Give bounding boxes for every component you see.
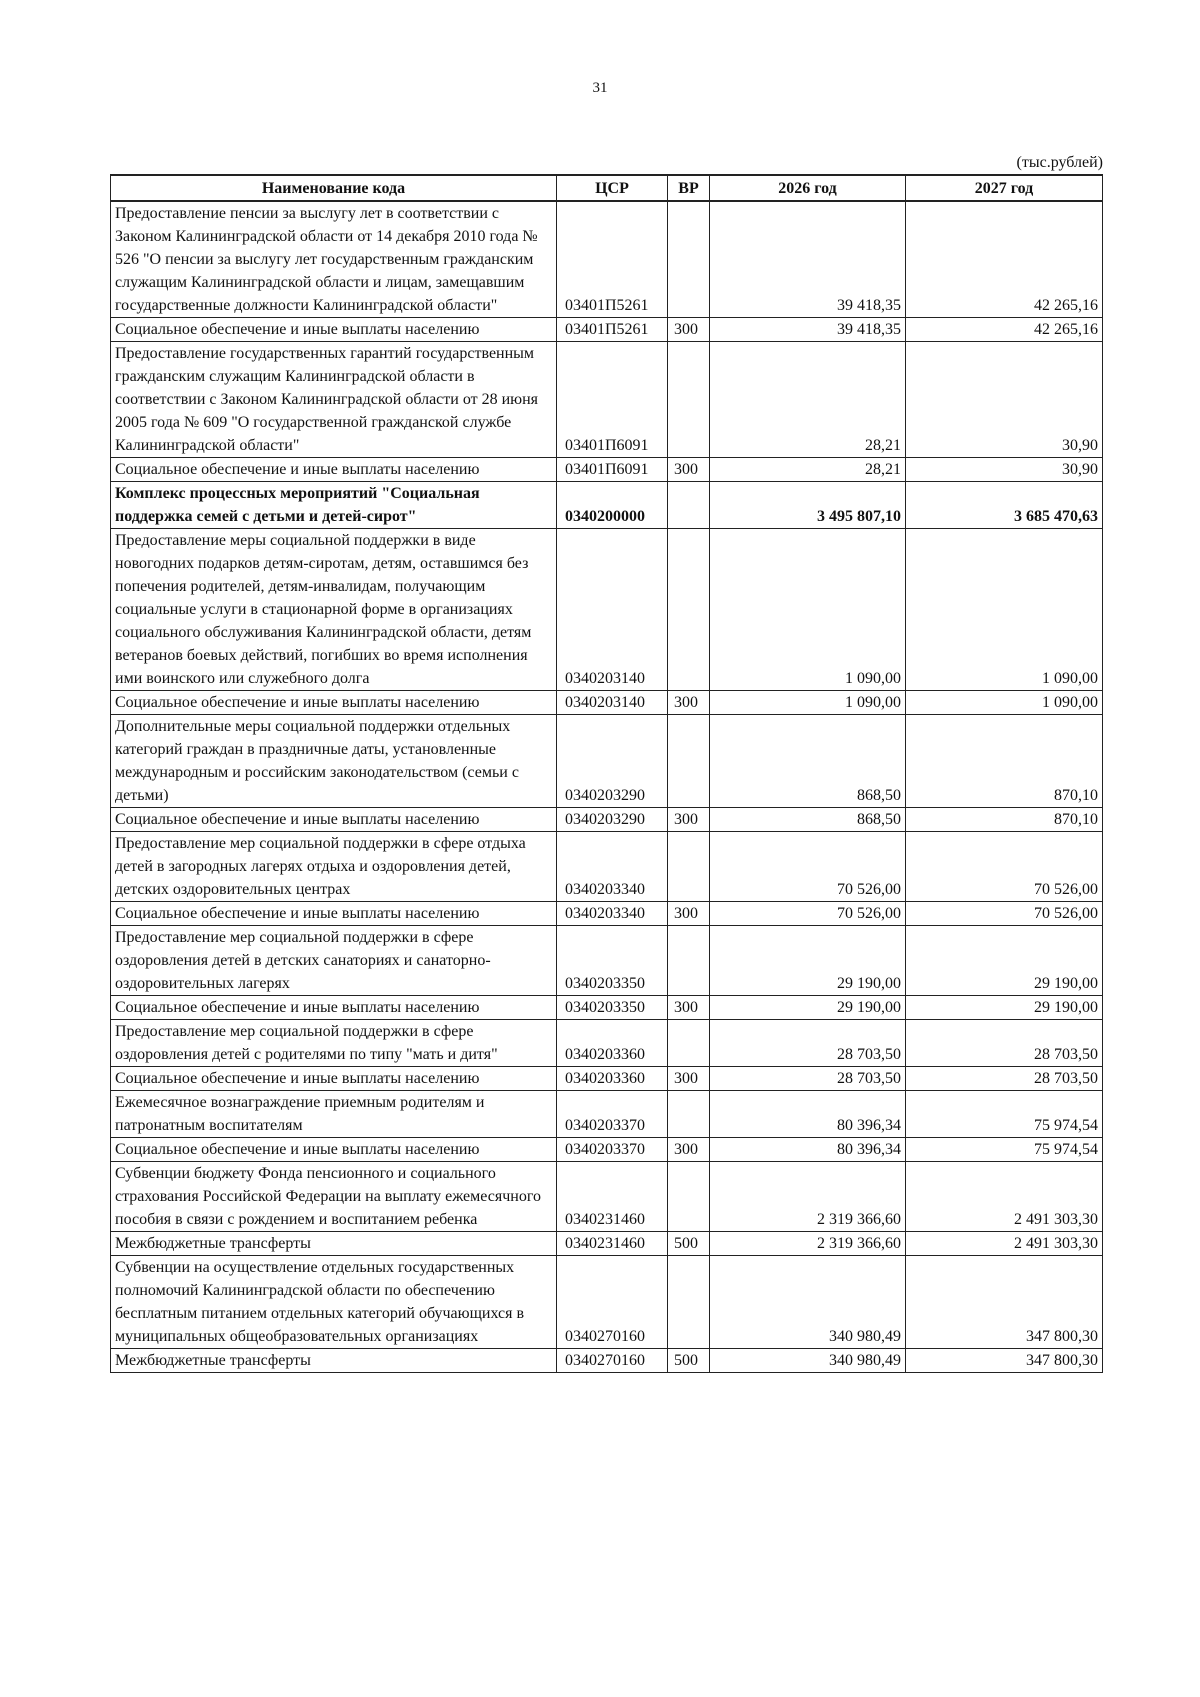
row-value-2026: 70 526,00 — [710, 832, 906, 902]
row-vr: 300 — [668, 996, 710, 1020]
header-name: Наименование кода — [111, 175, 557, 201]
table-row — [111, 691, 1103, 715]
row-name: Предоставление мер социальной поддержки в сфере оздоровления детей в детских санаториях и санаторно-оздоровительных лагерях — [111, 926, 557, 996]
row-value-2027: 30,90 — [906, 458, 1103, 482]
row-vr — [668, 201, 710, 318]
row-csr: 0340203350 — [557, 926, 668, 996]
row-name: Социальное обеспечение и иные выплаты населению — [111, 318, 557, 342]
table-row — [111, 902, 1103, 926]
table-row — [111, 458, 1103, 482]
row-name: Предоставление мер социальной поддержки в сфере оздоровления детей с родителями по типу "мать и дитя" — [111, 1020, 557, 1067]
row-value-2027: 75 974,54 — [906, 1138, 1103, 1162]
row-value-2026: 28 703,50 — [710, 1067, 906, 1091]
row-vr — [668, 832, 710, 902]
row-value-2026: 29 190,00 — [710, 926, 906, 996]
table-row — [111, 318, 1103, 342]
row-value-2027: 30,90 — [906, 342, 1103, 458]
row-vr: 300 — [668, 808, 710, 832]
page-number: 31 — [592, 80, 608, 96]
row-csr: 0340203350 — [557, 996, 668, 1020]
row-name: Социальное обеспечение и иные выплаты населению — [111, 902, 557, 926]
table-row — [111, 529, 1103, 691]
row-vr: 500 — [668, 1232, 710, 1256]
table-row — [111, 482, 1103, 529]
header-year-2026: 2026 год — [710, 175, 906, 201]
row-csr: 0340203360 — [557, 1020, 668, 1067]
row-vr — [668, 482, 710, 529]
row-value-2026: 80 396,34 — [710, 1091, 906, 1138]
row-vr — [668, 1020, 710, 1067]
table-row — [111, 996, 1103, 1020]
row-name: Социальное обеспечение и иные выплаты населению — [111, 808, 557, 832]
table-row — [111, 1138, 1103, 1162]
row-value-2027: 42 265,16 — [906, 318, 1103, 342]
row-value-2026: 80 396,34 — [710, 1138, 906, 1162]
row-vr — [668, 1256, 710, 1349]
row-name: Предоставление мер социальной поддержки в сфере отдыха детей в загородных лагерях отдыха и оздоровления детей, детских оздоровительных центрах — [111, 832, 557, 902]
row-value-2026: 39 418,35 — [710, 318, 906, 342]
row-value-2027: 347 800,30 — [906, 1349, 1103, 1373]
row-csr: 0340231460 — [557, 1162, 668, 1232]
row-name: Комплекс процессных мероприятий "Социальная поддержка семей с детьми и детей-сирот" — [111, 482, 557, 529]
row-csr: 0340203140 — [557, 691, 668, 715]
table-row — [111, 1067, 1103, 1091]
row-value-2026: 28 703,50 — [710, 1020, 906, 1067]
row-value-2027: 28 703,50 — [906, 1067, 1103, 1091]
row-vr — [668, 1162, 710, 1232]
row-csr: 0340203340 — [557, 902, 668, 926]
row-value-2026: 868,50 — [710, 808, 906, 832]
table-body — [111, 201, 1103, 1373]
row-value-2027: 29 190,00 — [906, 926, 1103, 996]
row-csr: 0340203360 — [557, 1067, 668, 1091]
table-row — [111, 808, 1103, 832]
row-csr: 0340231460 — [557, 1232, 668, 1256]
row-value-2026: 28,21 — [710, 342, 906, 458]
table-row — [111, 1232, 1103, 1256]
table-row — [111, 715, 1103, 808]
table-row — [111, 832, 1103, 902]
row-value-2026: 1 090,00 — [710, 691, 906, 715]
budget-table — [110, 174, 1103, 1373]
row-csr: 0340203290 — [557, 715, 668, 808]
row-name: Предоставление пенсии за выслугу лет в соответствии с Законом Калининградской области от 14 декабря 2010 года № 526 "О пенсии за выслугу лет государственным гражданским служащим Калининградской области и лицам, замещавшим государственные должности Калининградской области" — [111, 201, 557, 318]
row-csr: 0340200000 — [557, 482, 668, 529]
row-value-2027: 29 190,00 — [906, 996, 1103, 1020]
row-name: Социальное обеспечение и иные выплаты населению — [111, 691, 557, 715]
table-row — [111, 1091, 1103, 1138]
row-name: Социальное обеспечение и иные выплаты населению — [111, 996, 557, 1020]
row-name: Субвенции бюджету Фонда пенсионного и социального страхования Российской Федерации на выплату ежемесячного пособия в связи с рождением и воспитанием ребенка — [111, 1162, 557, 1232]
table-row — [111, 201, 1103, 318]
row-vr: 300 — [668, 902, 710, 926]
row-value-2026: 28,21 — [710, 458, 906, 482]
row-name: Дополнительные меры социальной поддержки отдельных категорий граждан в праздничные даты, установленные международным и российским законодательством (семьи с детьми) — [111, 715, 557, 808]
row-csr: 0340203340 — [557, 832, 668, 902]
row-value-2026: 2 319 366,60 — [710, 1232, 906, 1256]
row-value-2026: 2 319 366,60 — [710, 1162, 906, 1232]
row-csr: 0340270160 — [557, 1256, 668, 1349]
row-csr: 0340203290 — [557, 808, 668, 832]
row-vr — [668, 926, 710, 996]
row-name: Субвенции на осуществление отдельных государственных полномочий Калининградской области по обеспечению бесплатным питанием отдельных категорий обучающихся в муниципальных общеобразовательных организациях — [111, 1256, 557, 1349]
row-csr: 0340203370 — [557, 1091, 668, 1138]
row-value-2027: 42 265,16 — [906, 201, 1103, 318]
row-vr: 300 — [668, 1138, 710, 1162]
row-vr: 300 — [668, 1067, 710, 1091]
row-value-2027: 1 090,00 — [906, 691, 1103, 715]
table-row — [111, 1162, 1103, 1232]
row-name: Социальное обеспечение и иные выплаты населению — [111, 1138, 557, 1162]
row-csr: 03401П5261 — [557, 201, 668, 318]
header-csr: ЦСР — [557, 175, 668, 201]
row-value-2026: 868,50 — [710, 715, 906, 808]
row-value-2026: 340 980,49 — [710, 1349, 906, 1373]
row-value-2026: 3 495 807,10 — [710, 482, 906, 529]
row-value-2026: 70 526,00 — [710, 902, 906, 926]
header-vr: ВР — [668, 175, 710, 201]
row-value-2027: 1 090,00 — [906, 529, 1103, 691]
row-value-2026: 1 090,00 — [710, 529, 906, 691]
units-label: (тыс.рублей) — [1016, 154, 1103, 171]
row-value-2027: 2 491 303,30 — [906, 1162, 1103, 1232]
row-value-2027: 870,10 — [906, 715, 1103, 808]
row-vr — [668, 342, 710, 458]
table-row — [111, 1349, 1103, 1373]
row-value-2027: 2 491 303,30 — [906, 1232, 1103, 1256]
row-csr: 0340203370 — [557, 1138, 668, 1162]
row-value-2026: 39 418,35 — [710, 201, 906, 318]
row-name: Предоставление государственных гарантий государственным гражданским служащим Калининградской области в соответствии с Законом Калининградской области от 28 июня 2005 года № 609 "О государственной гражданской службе Калининградской области" — [111, 342, 557, 458]
row-value-2027: 75 974,54 — [906, 1091, 1103, 1138]
row-name: Социальное обеспечение и иные выплаты населению — [111, 458, 557, 482]
row-value-2027: 347 800,30 — [906, 1256, 1103, 1349]
row-value-2027: 870,10 — [906, 808, 1103, 832]
row-name: Межбюджетные трансферты — [111, 1232, 557, 1256]
row-csr: 03401П6091 — [557, 342, 668, 458]
row-vr — [668, 1091, 710, 1138]
row-name: Межбюджетные трансферты — [111, 1349, 557, 1373]
row-csr: 03401П5261 — [557, 318, 668, 342]
row-csr: 0340270160 — [557, 1349, 668, 1373]
row-vr: 300 — [668, 458, 710, 482]
table-row — [111, 1256, 1103, 1349]
row-vr — [668, 529, 710, 691]
table-row — [111, 926, 1103, 996]
row-value-2027: 3 685 470,63 — [906, 482, 1103, 529]
row-vr: 300 — [668, 691, 710, 715]
row-value-2027: 70 526,00 — [906, 832, 1103, 902]
row-name: Предоставление меры социальной поддержки в виде новогодних подарков детям-сиротам, детям, оставшимся без попечения родителей, детям-инвалидам, получающим социальные услуги в стационарной форме в организациях социального обслуживания Калининградской области, детям ветеранов боевых действий, погибших во время исполнения ими воинского или служебного долга — [111, 529, 557, 691]
row-value-2027: 70 526,00 — [906, 902, 1103, 926]
row-value-2027: 28 703,50 — [906, 1020, 1103, 1067]
table-row — [111, 342, 1103, 458]
row-value-2026: 340 980,49 — [710, 1256, 906, 1349]
row-csr: 03401П6091 — [557, 458, 668, 482]
header-year-2027: 2027 год — [906, 175, 1103, 201]
row-value-2026: 29 190,00 — [710, 996, 906, 1020]
row-name: Социальное обеспечение и иные выплаты населению — [111, 1067, 557, 1091]
table-header-row — [111, 175, 1103, 201]
row-vr — [668, 715, 710, 808]
row-vr: 500 — [668, 1349, 710, 1373]
table-row — [111, 1020, 1103, 1067]
row-vr: 300 — [668, 318, 710, 342]
row-name: Ежемесячное вознаграждение приемным родителям и патронатным воспитателям — [111, 1091, 557, 1138]
row-csr: 0340203140 — [557, 529, 668, 691]
